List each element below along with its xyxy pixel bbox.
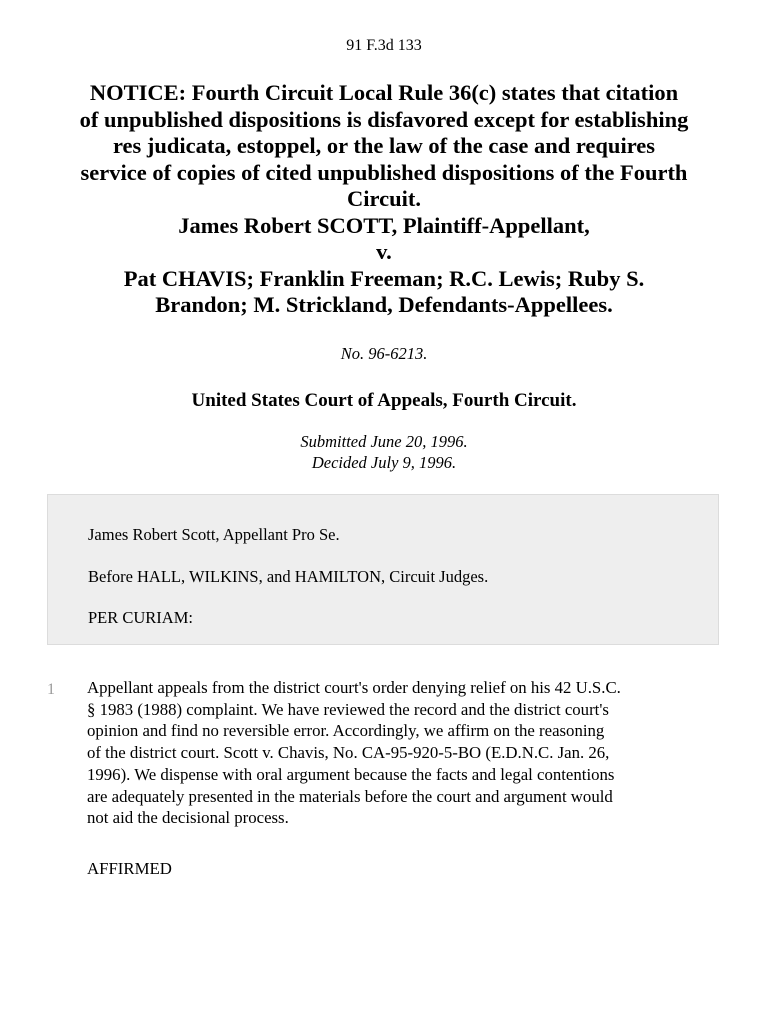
appellant-counsel: James Robert Scott, Appellant Pro Se. xyxy=(88,525,340,544)
court-name: United States Court of Appeals, Fourth Circuit. xyxy=(191,390,577,411)
disposition: AFFIRMED xyxy=(87,859,172,878)
defendants-line-1: Pat CHAVIS; Franklin Freeman; R.C. Lewis; Ruby S. xyxy=(123,265,645,291)
decided-date: Decided July 9, 1996. xyxy=(311,452,457,472)
opinion-line-1: Appellant appeals from the district court's order denying relief on his 42 U.S.C. xyxy=(87,678,621,697)
opinion-line-5: 1996). We dispense with oral argument because the facts and legal contentions xyxy=(87,764,615,784)
case-heading xyxy=(44,80,724,319)
case-citation: 91 F.3d 133 xyxy=(346,37,422,54)
opinion-line-3: opinion and find no reversible error. Accordingly, we affirm on the reasoning xyxy=(87,721,605,741)
case-dates xyxy=(0,432,768,473)
per-curiam-label: PER CURIAM: xyxy=(88,608,193,627)
notice-line-2: of unpublished dispositions is disfavored except for establishing xyxy=(79,106,689,132)
paragraph-number: 1 xyxy=(47,681,55,698)
notice-line-4: service of copies of cited unpublished dispositions of the Fourth xyxy=(80,159,688,185)
submitted-date: Submitted June 20, 1996. xyxy=(300,432,468,451)
opinion-line-6: are adequately presented in the materials before the court and argument would xyxy=(87,786,613,806)
docket-number: No. 96-6213. xyxy=(340,344,428,363)
counsel-box xyxy=(47,494,719,645)
notice-line-5: Circuit. xyxy=(347,186,421,211)
panel-judges: Before HALL, WILKINS, and HAMILTON, Circuit Judges. xyxy=(88,567,489,586)
versus-line: v. xyxy=(376,239,392,264)
opinion-line-4: of the district court. Scott v. Chavis, No. CA-95-920-5-BO (E.D.N.C. Jan. 26, xyxy=(87,743,610,763)
opinion-line-2: § 1983 (1988) complaint. We have reviewed the record and the district court's xyxy=(87,699,609,719)
opinion-paragraph xyxy=(87,677,727,829)
opinion-line-7: not aid the decisional process. xyxy=(87,808,289,828)
notice-line-1: NOTICE: Fourth Circuit Local Rule 36(c) states that citation xyxy=(89,80,679,105)
plaintiff-line: James Robert SCOTT, Plaintiff-Appellant, xyxy=(178,212,590,238)
defendants-line-2: Brandon; M. Strickland, Defendants-Appellees. xyxy=(155,292,613,317)
notice-line-3: res judicata, estoppel, or the law of the case and requires xyxy=(112,133,656,158)
